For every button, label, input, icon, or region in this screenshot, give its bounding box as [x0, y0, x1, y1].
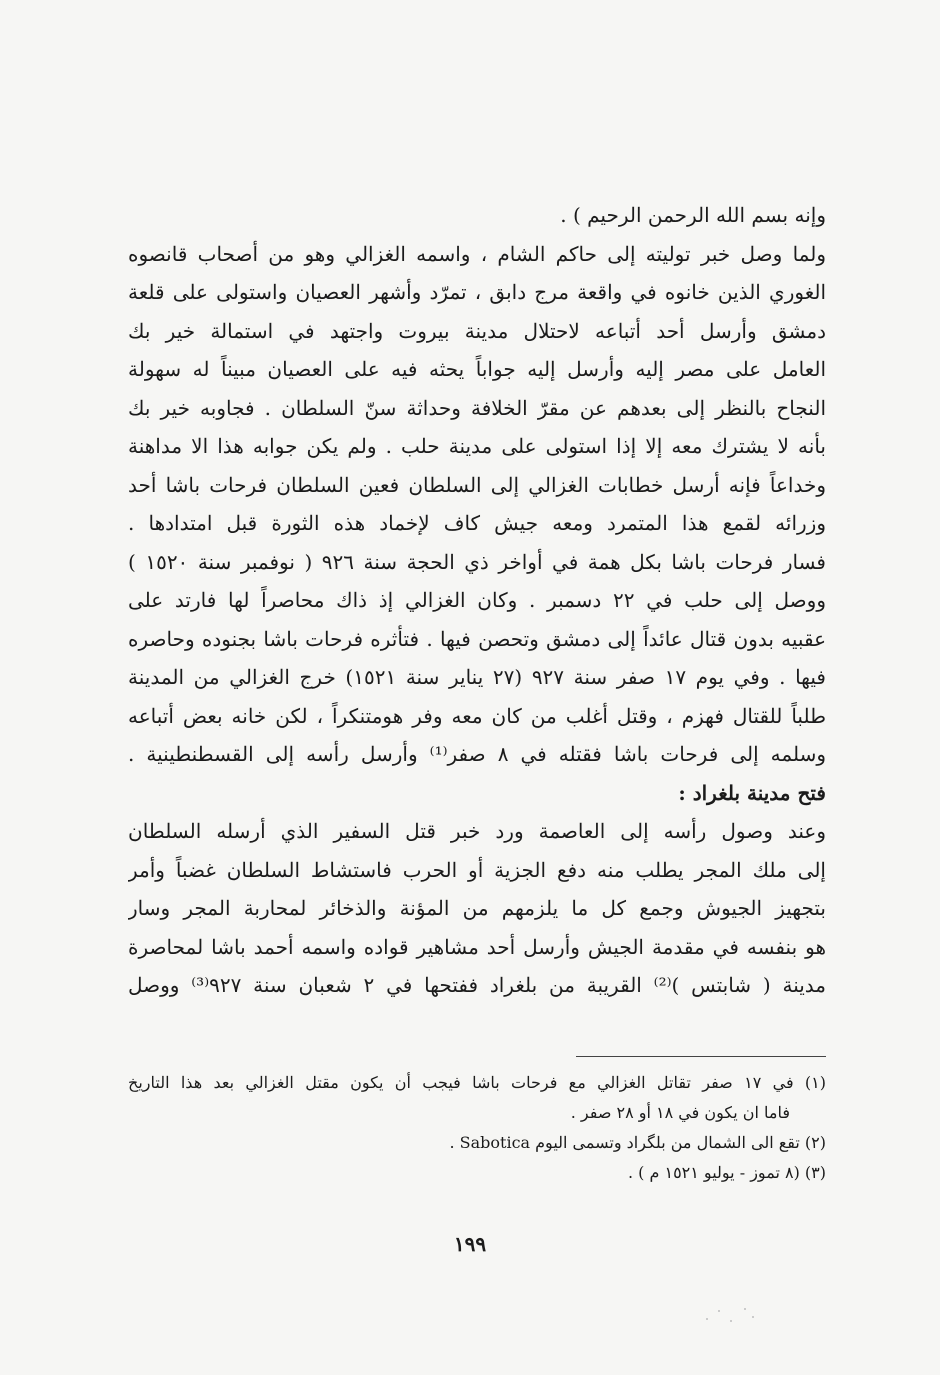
text-line: وزرائه لقمع هذا المتمرد ومعه جيش كاف لإخماد هذه الثورة قبل امتدادها . — [128, 511, 826, 535]
text-line: وسلمه إلى فرحات باشا فقتله في ٨ صفر⁽¹⁾ وأرسل رأسه إلى القسطنطينية . — [128, 742, 826, 766]
text-line: وعند وصول رأسه إلى العاصمة ورد خبر قتل السفير الذي أرسله السلطان — [128, 819, 826, 843]
footnote-line: (٢) تقع الى الشمال من بلگراد وتسمى اليوم Sabotica . — [449, 1133, 826, 1152]
text-line: بتجهيز الجيوش وجمع كل ما يلزمهم من المؤنة والذخائر لمحاربة المجر وسار — [128, 896, 826, 920]
text-line: هو بنفسه في مقدمة الجيش وأرسل أحد مشاهير قواده واسمه أحمد باشا لمحاصرة — [128, 934, 826, 959]
body-text — [128, 196, 826, 1005]
text-line: إلى ملك المجر يطلب منه دفع الجزية أو الحرب فاستشاط السلطان غضباً وأمر — [128, 857, 826, 882]
footnote-line: (١) في ١٧ صفر تقاتل الغزالي مع فرحات باشا فيجب أن يكون مقتل الغزالي بعد هذا التاريخ — [128, 1073, 826, 1092]
scan-specks — [700, 1300, 760, 1330]
footnote-line: (٣) (٨ تموز - يوليو ١٥٢١ م ) . — [627, 1163, 826, 1182]
text-line: النجاح بالنظر إلى بعدهم عن مقرّ الخلافة وحداثة سنّ السلطان . فجاوبه خير بك — [128, 395, 826, 420]
text-line: عقبيه بدون قتال عائداً إلى دمشق وتحصن فيها . فتأثره فرحات باشا بجنوده وحاصره — [128, 626, 826, 651]
text-line: ولما وصل خبر توليته إلى حاكم الشام ، واسمه الغزالي وهو من أصحاب قانصوه — [128, 241, 826, 266]
text-line: ووصل إلى حلب في ٢٢ دسمبر . وكان الغزالي إذ ذاك محاصراً لها فارتد على — [128, 588, 826, 612]
text-line: دمشق وأرسل أحد أتباعه لاحتلال مدينة بيروت واجتهد في استمالة خير بك — [128, 318, 826, 343]
text-line: الغوري الذين خانوه في واقعة مرج دابق ، تمرّد وأشهر العصيان واستولى على قلعة — [128, 280, 826, 304]
text-line: العامل على مصر إليه وأرسل إليه جواباً يحثه فيه على العصيان مبيناً له سهولة — [128, 357, 826, 381]
text-line: طلباً للقتال فهزم ، وقتل أغلب من كان معه وفر هومتنكراً ، لكن خانه بعض أتباعه — [128, 703, 826, 728]
section-heading: فتح مدينة بلغراد : — [678, 780, 826, 805]
footnote-line: فاما ان يكون في ١٨ أو ٢٨ صفر . — [570, 1103, 790, 1122]
text-line: مدينة ( شابتس )⁽²⁾ القريبة من بلغراد ففتحها في ٢ شعبان سنة ٩٢٧⁽³⁾ ووصل — [128, 973, 826, 997]
footnotes — [128, 1068, 826, 1188]
text-line: وخداعاً فإنه أرسل خطابات الغزالي إلى السلطان فعين السلطان فرحات باشا أحد — [128, 472, 826, 497]
footnote-rule — [576, 1056, 826, 1057]
text-line: فسار فرحات باشا بكل همة في أواخر ذي الحجة سنة ٩٢٦ ( نوفمبر سنة ١٥٢٠ ) — [128, 549, 826, 574]
text-line: بأنه لا يشترك معه إلا إذا استولى على مدينة حلب . ولم يكن جوابه هذا الا مداهنة — [128, 434, 826, 458]
text-line: فيها . وفي يوم ١٧ صفر سنة ٩٢٧ (٢٧ يناير سنة ١٥٢١) خرج الغزالي من المدينة — [128, 665, 826, 689]
text-line: وإنه بسم الله الرحمن الرحيم ) . — [560, 203, 826, 227]
page-number: ١٩٩ — [453, 1232, 487, 1256]
